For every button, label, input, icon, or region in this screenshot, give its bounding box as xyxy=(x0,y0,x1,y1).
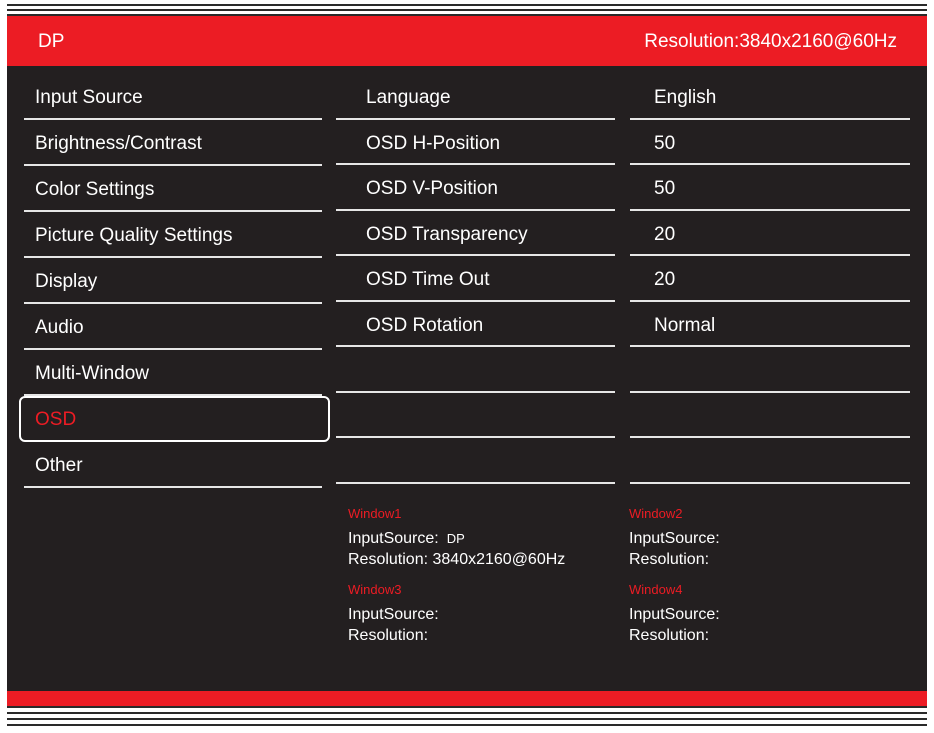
bottom-decorative-stripes xyxy=(7,706,927,730)
setting-empty-row xyxy=(336,393,615,439)
menu-item-label: OSD xyxy=(35,409,77,430)
osd-header-bar xyxy=(7,16,927,66)
setting-osd-time-out[interactable] xyxy=(336,256,615,302)
window-2-info xyxy=(629,506,720,570)
top-decorative-stripes xyxy=(7,4,927,16)
menu-item-osd[interactable] xyxy=(19,396,330,442)
osd-settings-labels xyxy=(336,74,615,484)
input-source-indicator: DP xyxy=(38,31,65,52)
setting-osd-rotation[interactable] xyxy=(336,302,615,348)
setting-label: OSD Time Out xyxy=(366,269,490,290)
setting-value: Normal xyxy=(654,314,716,336)
value-empty-row xyxy=(630,393,910,439)
setting-label: OSD H-Position xyxy=(366,132,501,154)
menu-item-label: Picture Quality Settings xyxy=(35,225,233,246)
menu-item-color-settings[interactable] xyxy=(24,166,322,212)
value-osd-h-position[interactable] xyxy=(630,120,910,166)
input-source-label: InputSource: xyxy=(629,606,720,623)
input-source-label: InputSource: xyxy=(348,530,439,547)
menu-item-other[interactable] xyxy=(24,442,322,488)
menu-item-picture-quality-settings[interactable] xyxy=(24,212,322,258)
value-osd-v-position[interactable] xyxy=(630,165,910,211)
osd-footer-bar xyxy=(7,691,927,706)
window-title: Window3 xyxy=(348,582,402,597)
value-empty-row xyxy=(630,347,910,393)
menu-item-label: Multi-Window xyxy=(35,363,150,384)
osd-menu-panel xyxy=(7,16,927,706)
setting-label: OSD V-Position xyxy=(366,178,498,199)
input-source-value: DP xyxy=(446,531,465,546)
menu-item-label: Brightness/Contrast xyxy=(35,133,202,154)
resolution-label: Resolution: xyxy=(629,551,710,568)
value-language[interactable] xyxy=(630,74,910,120)
value-osd-time-out[interactable] xyxy=(630,256,910,302)
setting-osd-h-position[interactable] xyxy=(336,120,615,166)
setting-empty-row xyxy=(336,438,615,484)
menu-item-input-source[interactable] xyxy=(24,74,322,120)
osd-settings-values xyxy=(630,74,910,484)
setting-label: OSD Rotation xyxy=(366,314,484,336)
window-title: Window1 xyxy=(348,506,402,521)
window-4-info xyxy=(629,582,720,646)
resolution-label: Resolution: xyxy=(629,627,710,644)
setting-value: 50 xyxy=(654,178,676,199)
value-empty-row xyxy=(630,438,910,484)
setting-value: 50 xyxy=(654,132,676,154)
window-1-info xyxy=(348,506,565,570)
setting-value: English xyxy=(654,87,717,108)
setting-empty-row xyxy=(336,347,615,393)
setting-label: Language xyxy=(366,87,451,108)
input-source-label: InputSource: xyxy=(629,530,720,547)
menu-item-label: Color Settings xyxy=(35,179,155,200)
window-3-info xyxy=(348,582,439,646)
window-title: Window2 xyxy=(629,506,683,521)
window-title: Window4 xyxy=(629,582,683,597)
setting-value: 20 xyxy=(654,269,676,290)
menu-item-display[interactable] xyxy=(24,258,322,304)
resolution-label: Resolution: xyxy=(348,627,429,644)
menu-item-multi-window[interactable] xyxy=(24,350,322,396)
menu-item-label: Other xyxy=(35,455,83,476)
setting-osd-transparency[interactable] xyxy=(336,211,615,257)
menu-item-brightness-contrast[interactable] xyxy=(24,120,322,166)
resolution-indicator: Resolution:3840x2160@60Hz xyxy=(644,31,897,52)
setting-value: 20 xyxy=(654,223,676,245)
value-osd-rotation[interactable] xyxy=(630,302,910,348)
resolution-value: 3840x2160@60Hz xyxy=(432,551,566,568)
menu-item-label: Input Source xyxy=(35,87,143,108)
setting-label: OSD Transparency xyxy=(366,223,528,245)
resolution-label: Resolution: xyxy=(348,551,429,568)
value-osd-transparency[interactable] xyxy=(630,211,910,257)
main-menu xyxy=(24,74,322,488)
setting-osd-v-position[interactable] xyxy=(336,165,615,211)
setting-language[interactable] xyxy=(336,74,615,120)
input-source-label: InputSource: xyxy=(348,606,439,623)
menu-item-label: Display xyxy=(35,271,98,292)
menu-item-label: Audio xyxy=(35,317,84,338)
menu-item-audio[interactable] xyxy=(24,304,322,350)
